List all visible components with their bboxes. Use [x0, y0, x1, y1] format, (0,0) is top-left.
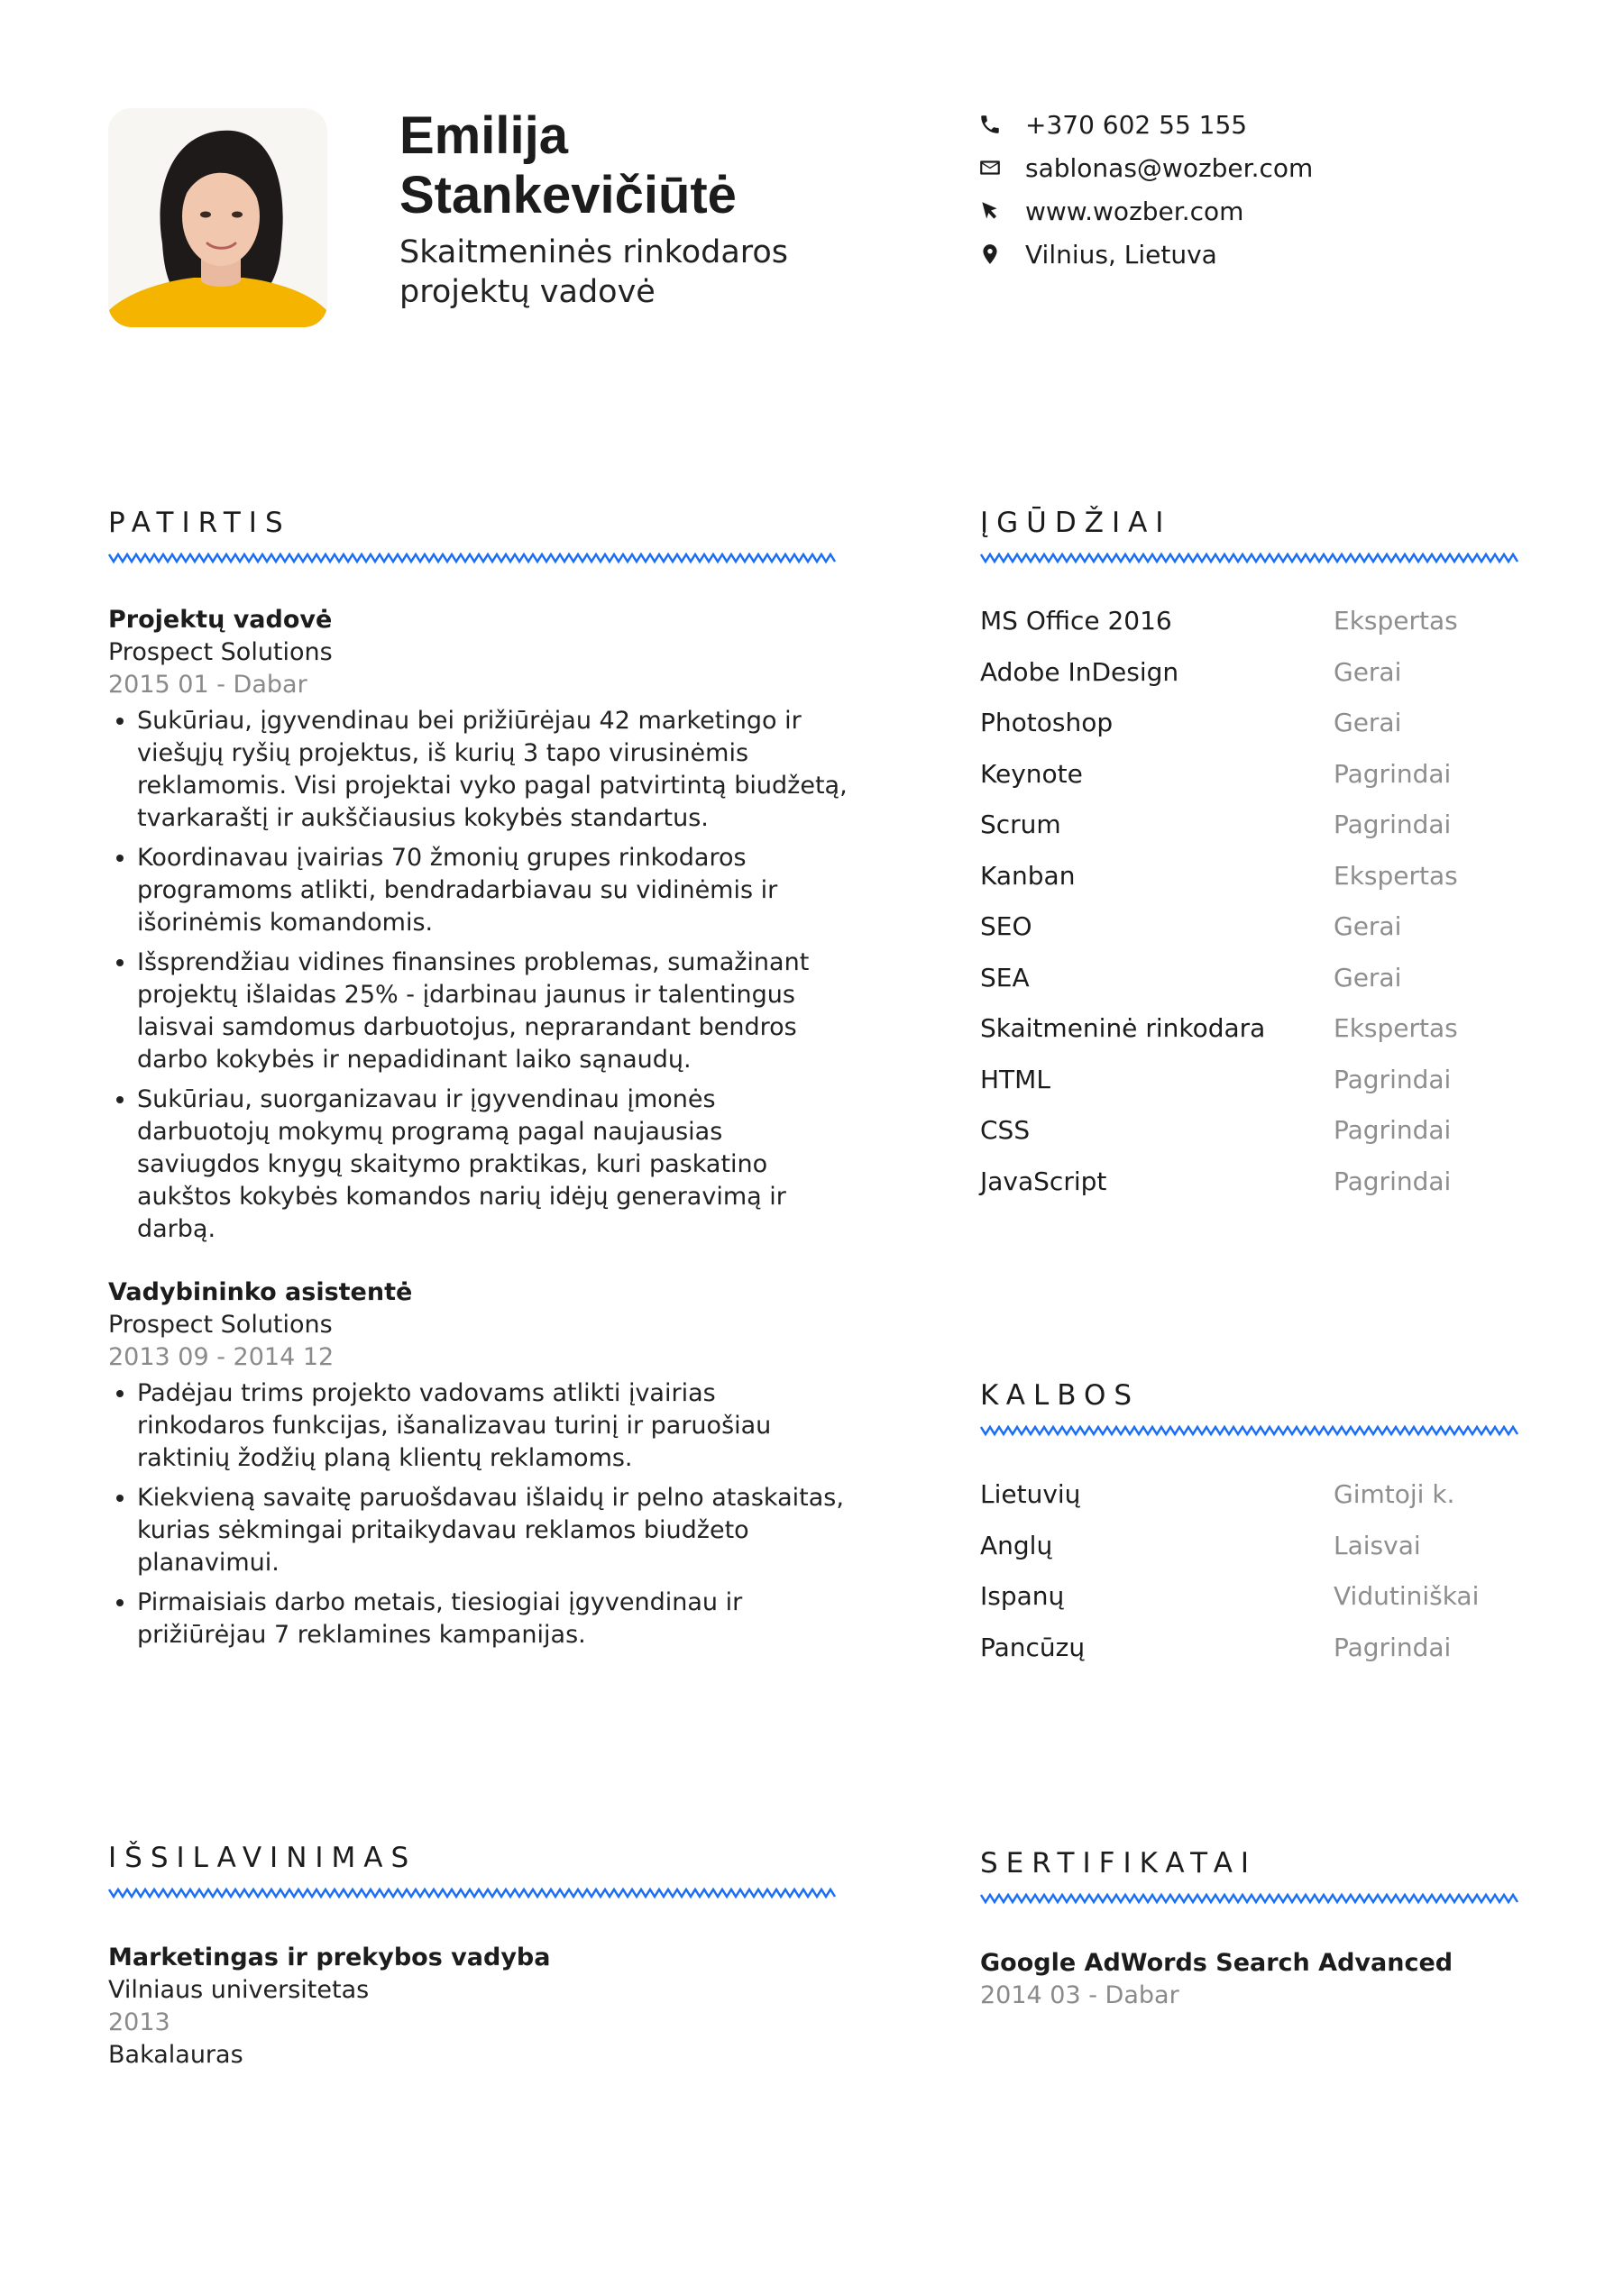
- skill-level: Pagrindai: [1334, 1064, 1452, 1094]
- skill-row: [980, 708, 1557, 759]
- bullet-item: • Sukūriau, įgyvendinau bei prižiūrėjau 42 marketingo ir viešųjų ryšių projektus, iš kurių 3 tapo virusinėmis reklamomis. Visi projektai vyko pagal patvirtintą biudžetą, tvarkaraštį ir aukščiausius kokybės standartus.: [137, 705, 848, 835]
- skill-name: CSS: [980, 1115, 1031, 1145]
- language-row: [980, 1531, 1557, 1582]
- language-level: Vidutiniškai: [1334, 1581, 1480, 1611]
- language-name: Anglų: [980, 1530, 1053, 1560]
- language-row: [980, 1581, 1557, 1633]
- headline-title: [399, 233, 868, 312]
- bullet-item: • Pirmaisiais darbo metais, tiesiogiai įgyvendinau ir prižiūrėjau 7 reklamines kampanijas.: [137, 1587, 848, 1651]
- job-bullets: [108, 705, 848, 1246]
- language-name: Ispanų: [980, 1581, 1065, 1611]
- skill-row: [980, 810, 1557, 861]
- job-title: Projektų vadovė: [108, 606, 333, 634]
- contact-email: [977, 146, 1536, 189]
- skill-row: [980, 1166, 1557, 1218]
- skill-name: Photoshop: [980, 708, 1114, 737]
- language-row: [980, 1479, 1557, 1531]
- skill-level: Pagrindai: [1334, 1115, 1452, 1145]
- school-name: Vilniaus universitetas: [108, 1976, 370, 2004]
- company: Prospect Solutions: [108, 1311, 333, 1339]
- skill-row: [980, 1013, 1557, 1065]
- section-title-education: IŠSILAVINIMAS: [108, 1842, 417, 1874]
- skill-row: [980, 861, 1557, 912]
- experience-entry: [108, 604, 848, 1253]
- full-name: [399, 106, 904, 225]
- language-level: Pagrindai: [1334, 1632, 1452, 1662]
- section-underline: [980, 552, 1519, 564]
- bullet-item: • Išsprendžiau vidines finansines problemas, sumažinant projektų išlaidas 25% - įdarbinau jaunus ir talentingus laisvai samdomus darbuotojus, neprarandant bendros darbo kokybės ir nepadidinant laiko sąnaudų.: [137, 947, 848, 1076]
- contact-phone: [977, 103, 1536, 146]
- skill-name: Adobe InDesign: [980, 656, 1179, 687]
- skill-level: Gerai: [1334, 962, 1402, 992]
- language-name: Pancūzų: [980, 1632, 1086, 1662]
- email-icon: [977, 154, 1004, 181]
- skill-name: Skaitmeninė rinkodara: [980, 1013, 1266, 1043]
- skill-level: Gerai: [1334, 911, 1402, 941]
- education-entry: [108, 1942, 848, 2072]
- bullet-item: • Koordinavau įvairias 70 žmonių grupes rinkodaros programoms atlikti, bendradarbiavau su vidinėmis ir išorinėmis komandomis.: [137, 842, 848, 939]
- job-dates: 2013 09 - 2014 12: [108, 1343, 335, 1371]
- certificate-entry: [980, 1947, 1557, 2012]
- phone-text[interactable]: +370 602 55 155: [1025, 109, 1248, 140]
- skill-name: Keynote: [980, 758, 1083, 789]
- skill-row: [980, 759, 1557, 810]
- education-level: Bakalauras: [108, 2041, 243, 2069]
- location-text: Vilnius, Lietuva: [1025, 239, 1217, 270]
- languages-list: [980, 1479, 1557, 1683]
- skills-list: [980, 606, 1557, 1217]
- section-title-languages: KALBOS: [980, 1379, 1141, 1412]
- job-bullets: [108, 1377, 848, 1651]
- section-underline: [108, 552, 837, 564]
- language-name: Lietuvių: [980, 1479, 1081, 1509]
- experience-entry: [108, 1276, 848, 1659]
- skill-row: [980, 606, 1557, 657]
- email-text[interactable]: sablonas@wozber.com: [1025, 152, 1314, 183]
- skill-level: Gerai: [1334, 708, 1402, 737]
- headline-line-1: Skaitmeninės rinkodaros: [399, 234, 789, 270]
- degree-title: Marketingas ir prekybos vadyba: [108, 1944, 551, 1971]
- skill-name: JavaScript: [980, 1166, 1107, 1196]
- skill-level: Ekspertas: [1334, 606, 1458, 636]
- company: Prospect Solutions: [108, 638, 333, 666]
- skill-name: Scrum: [980, 810, 1061, 839]
- skill-level: Pagrindai: [1334, 758, 1452, 789]
- skill-row: [980, 1065, 1557, 1116]
- contact-location: [977, 233, 1536, 276]
- skill-name: Kanban: [980, 860, 1076, 891]
- portrait-image: [108, 108, 327, 327]
- section-underline: [980, 1892, 1519, 1905]
- skill-level: Pagrindai: [1334, 1166, 1452, 1196]
- skill-level: Pagrindai: [1334, 810, 1452, 839]
- bullet-item: • Padėjau trims projekto vadovams atlikti įvairias rinkodaros funkcijas, išanalizavau turinį ir paruošiau raktinių žodžių planą klientų reklamoms.: [137, 1377, 848, 1475]
- location-pin-icon: [977, 241, 1004, 268]
- bullet-item: • Kiekvieną savaitę paruošdavau išlaidų ir pelno ataskaitas, kurias sėkmingai pritaikydavau reklamos biudžeto planavimui.: [137, 1482, 848, 1579]
- contact-website: [977, 189, 1536, 233]
- skill-name: SEO: [980, 911, 1032, 941]
- skill-name: SEA: [980, 962, 1030, 992]
- cursor-icon: [977, 197, 1004, 224]
- skill-row: [980, 911, 1557, 963]
- skill-name: HTML: [980, 1064, 1050, 1094]
- skill-level: Gerai: [1334, 656, 1402, 687]
- skill-row: [980, 657, 1557, 709]
- language-level: Gimtoji k.: [1334, 1479, 1455, 1509]
- section-underline: [108, 1887, 837, 1899]
- profile-photo: [108, 108, 327, 327]
- job-title: Vadybininko asistentė: [108, 1278, 413, 1306]
- certificate-name: Google AdWords Search Advanced: [980, 1949, 1453, 1977]
- section-title-experience: PATIRTIS: [108, 507, 291, 539]
- contact-list: [977, 103, 1536, 276]
- skill-level: Ekspertas: [1334, 1013, 1458, 1043]
- skill-row: [980, 963, 1557, 1014]
- website-text[interactable]: www.wozber.com: [1025, 196, 1244, 226]
- section-title-certificates: SERTIFIKATAI: [980, 1847, 1258, 1880]
- section-underline: [980, 1424, 1519, 1437]
- first-name: Emilija: [399, 106, 568, 165]
- skill-name: MS Office 2016: [980, 606, 1172, 636]
- bullet-item: • Sukūriau, suorganizavau ir įgyvendinau įmonės darbuotojų mokymų programą pagal naujausias saviugdos knygų skaitymo praktikas, kuri paskatino aukštos kokybės komandos narių idėjų generavimą ir darbą.: [137, 1084, 848, 1246]
- skill-level: Ekspertas: [1334, 860, 1458, 891]
- education-year: 2013: [108, 2008, 170, 2036]
- phone-icon: [977, 111, 1004, 138]
- last-name: Stankevičiūtė: [399, 166, 737, 224]
- section-title-skills: ĮGŪDŽIAI: [980, 507, 1172, 539]
- headline-line-2: projektų vadovė: [399, 274, 656, 310]
- job-dates: 2015 01 - Dabar: [108, 671, 307, 699]
- language-row: [980, 1633, 1557, 1684]
- certificate-dates: 2014 03 - Dabar: [980, 1981, 1179, 2009]
- language-level: Laisvai: [1334, 1530, 1421, 1560]
- skill-row: [980, 1115, 1557, 1166]
